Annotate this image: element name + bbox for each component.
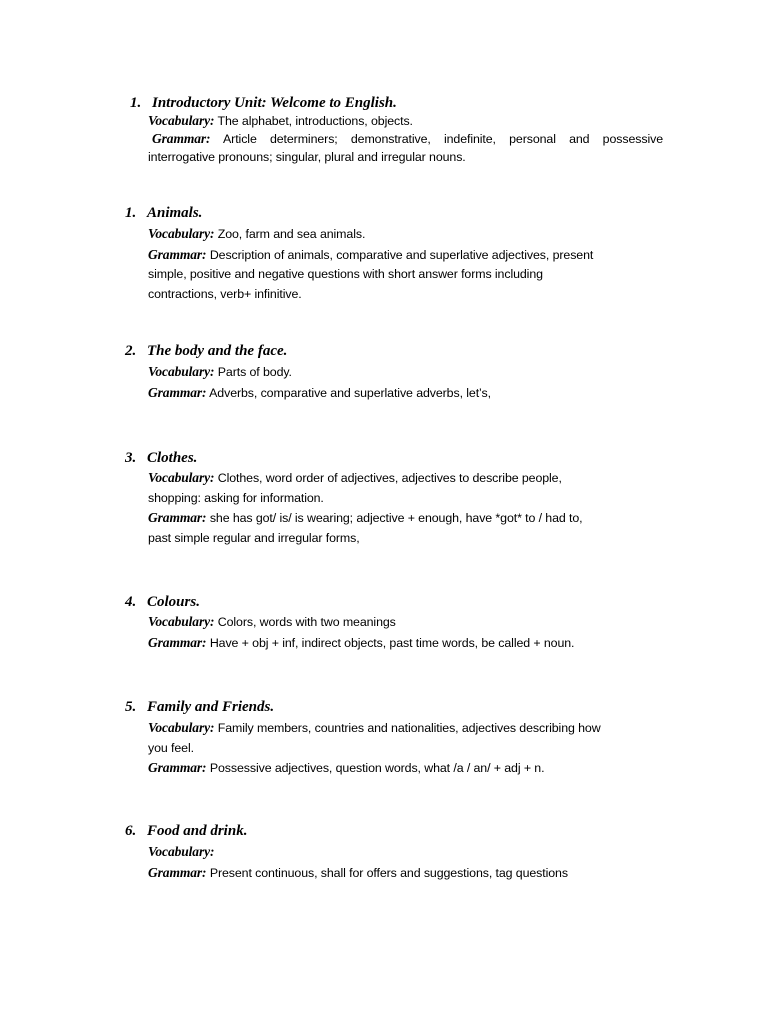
grammar-label: Grammar: [148, 634, 207, 650]
vocabulary-line [148, 718, 663, 739]
unit-heading [130, 94, 397, 112]
unit-title: Animals. [147, 205, 203, 221]
vocabulary-label: Vocabulary: [148, 720, 215, 735]
grammar-line [148, 508, 663, 529]
vocabulary-line [148, 224, 663, 245]
unit-heading [125, 822, 247, 840]
grammar-line [148, 758, 663, 779]
vocabulary-text: The alphabet, introductions, objects. [217, 114, 413, 128]
unit-number: 1. [130, 95, 142, 111]
unit-content [148, 842, 663, 883]
vocabulary-label: Vocabulary: [148, 470, 215, 485]
unit-number: 3. [125, 450, 137, 466]
grammar-text: Present continuous, shall for offers and suggestions, tag questions [209, 865, 568, 880]
unit-title: Introductory Unit: Welcome to English. [152, 95, 397, 111]
unit-content [148, 612, 663, 653]
vocabulary-label: Vocabulary: [148, 226, 215, 241]
unit-title: Clothes. [147, 450, 198, 466]
vocabulary-line [148, 842, 663, 863]
unit-title: The body and the face. [147, 343, 288, 359]
unit-number: 6. [125, 823, 137, 839]
grammar-line [148, 863, 663, 884]
unit-heading [125, 449, 197, 467]
unit-title: Colours. [147, 594, 200, 610]
vocabulary-text: Family members, countries and nationalities, adjectives describing how [217, 721, 601, 735]
unit-number: 5. [125, 699, 137, 715]
grammar-label: Grammar: [148, 760, 207, 775]
unit-heading [125, 593, 200, 611]
grammar-text: Description of animals, comparative and superlative adjectives, present [209, 247, 594, 262]
grammar-line-continued: contractions, verb+ infinitive. [148, 286, 302, 301]
vocabulary-label: Vocabulary: [148, 844, 215, 859]
unit-content [148, 224, 663, 304]
vocabulary-text: Clothes, word order of adjectives, adjectives to describe people, [217, 471, 562, 485]
unit-title: Food and drink. [147, 823, 248, 839]
grammar-label: Grammar: [148, 384, 207, 400]
unit-content [148, 718, 663, 779]
grammar-label: Grammar: [148, 864, 207, 880]
grammar-text: Adverbs, comparative and superlative adverbs, let’s, [209, 385, 491, 400]
unit-content [148, 468, 663, 548]
vocabulary-label: Vocabulary: [148, 113, 215, 128]
grammar-text: Have + obj + inf, indirect objects, past time words, be called + noun. [209, 635, 575, 650]
unit-heading [125, 204, 202, 222]
unit-heading [125, 698, 274, 716]
unit-number: 2. [125, 343, 137, 359]
vocabulary-label: Vocabulary: [148, 364, 215, 379]
grammar-label: Grammar: [148, 510, 207, 525]
grammar-line-continued: past simple regular and irregular forms, [148, 530, 360, 545]
vocabulary-line-continued: you feel. [148, 740, 194, 755]
vocabulary-line [148, 112, 663, 130]
grammar-line [148, 245, 663, 266]
grammar-label: Grammar: [148, 246, 207, 262]
vocabulary-text: Parts of body. [217, 365, 292, 379]
vocabulary-label: Vocabulary: [148, 614, 215, 629]
grammar-label: Grammar: [152, 131, 211, 146]
grammar-line [148, 633, 663, 654]
grammar-line [148, 130, 663, 148]
grammar-text: Article determiners; demonstrative, indefinite, personal and possessive [223, 132, 663, 146]
grammar-line-continued: interrogative pronouns; singular, plural and irregular nouns. [148, 150, 466, 164]
grammar-line [148, 383, 663, 404]
grammar-line-continued: simple, positive and negative questions with short answer forms including [148, 267, 543, 281]
vocabulary-text: Zoo, farm and sea animals. [217, 227, 366, 241]
unit-title: Family and Friends. [147, 699, 275, 715]
unit-content [148, 112, 663, 166]
vocabulary-line [148, 612, 663, 633]
grammar-text: she has got/ is/ is wearing; adjective + enough, have *got* to / had to, [209, 511, 583, 525]
vocabulary-line-continued: shopping: asking for information. [148, 490, 324, 505]
unit-number: 1. [125, 205, 137, 221]
vocabulary-text: Colors, words with two meanings [217, 615, 396, 629]
unit-content [148, 362, 663, 403]
grammar-text: Possessive adjectives, question words, what /a / an/ + adj + n. [209, 761, 545, 775]
vocabulary-line [148, 468, 663, 489]
vocabulary-line [148, 362, 663, 383]
unit-number: 4. [125, 594, 137, 610]
unit-heading [125, 342, 287, 360]
